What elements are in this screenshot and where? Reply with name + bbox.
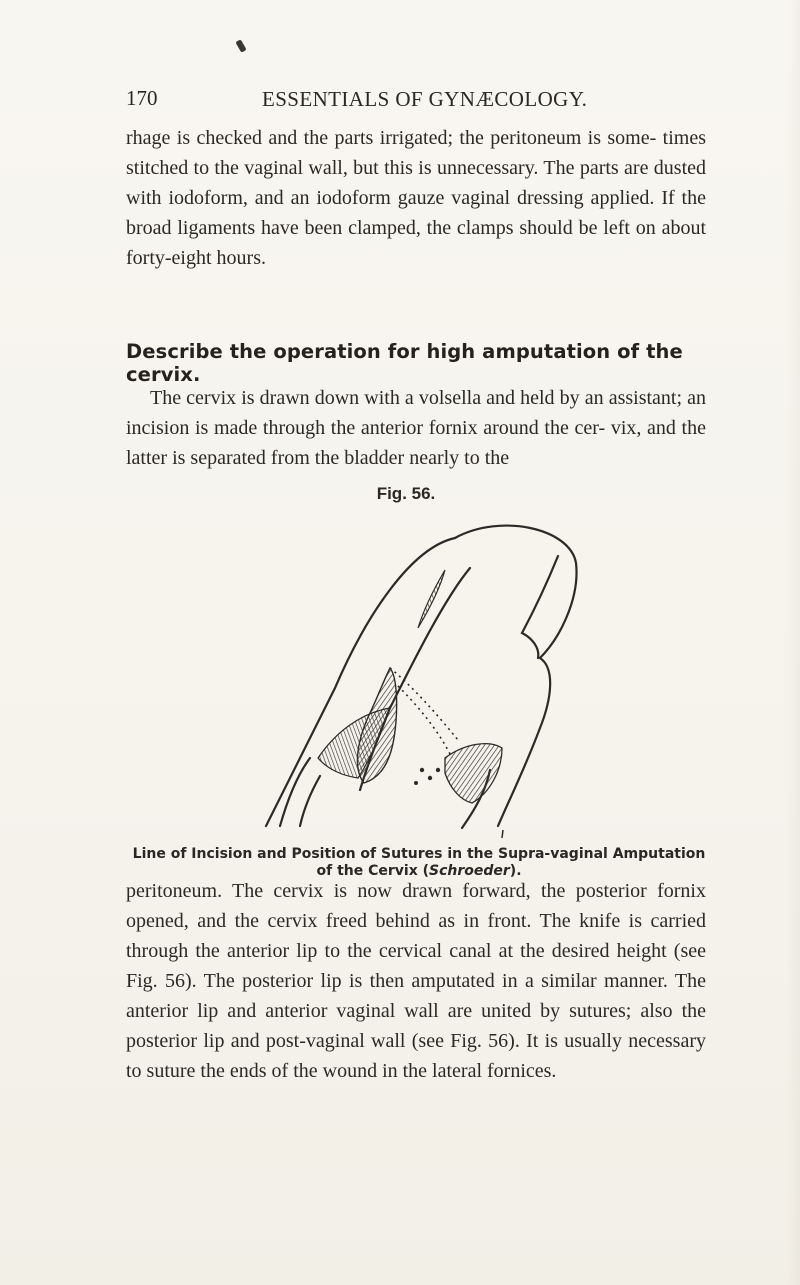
incision-line-anterior [390,668,458,740]
running-head-title: ESSENTIALS OF GYNÆCOLOGY. [262,87,588,111]
figure-caption [126,846,712,880]
incision-line-posterior [398,686,452,758]
suture-mark [420,768,424,772]
posterior-lip-hatched [445,744,502,803]
running-head [126,86,706,116]
caption-end: ). [509,863,522,879]
uterus-outer-right-line [498,658,550,826]
uterus-outer-top-curve [455,526,577,658]
caption-author: Schroeder [429,863,510,879]
paragraph-after-heading: The cervix is drawn down with a volsella and held by an assistant; an incision is made through the anterior fornix around the cer- vix, and the latter is separated from the bladder nearly to the [126,387,706,469]
ink-mark [235,39,246,52]
vaginal-wall-inner [300,776,320,826]
page-edge-shadow [786,0,800,1285]
section-heading: Describe the operation for high amputation of the cervix. [126,340,683,386]
upper-hatched-strip [418,570,445,628]
caption-main: Line of Incision and Position of Sutures in the Supra-vaginal Amputation of the Cervix ( [132,846,706,879]
suture-mark [428,776,432,780]
uterus-outer-left-line [266,538,455,826]
figure-label: Fig. 56. [376,484,436,503]
suture-mark [414,781,418,785]
paragraph-bottom: peritoneum. The cervix is now drawn forward, the posterior fornix opened, and the cervix freed behind as in front. The knife is carried through the anterior lip to the cervical canal at the desired height (see Fig. 56). The posterior lip is then amputated in a similar manner. The anterior lip and anterior vaginal wall are united by sutures; also the posterior lip and post-vaginal wall (see Fig. 56). It is usually necessary to suture the ends of the wound in the lateral fornices. [126,880,706,1082]
suture-mark [436,768,440,772]
paragraph-top: rhage is checked and the parts irrigated; the peritoneum is some- times stitched to the vaginal wall, but this is unnecessary. The parts are dusted with iodoform, and an iodoform gauze vaginal dressing applied. If the broad ligaments have been clamped, the clamps should be left on about forty-eight hours. [126,127,706,269]
speck [502,830,503,838]
cervix-amputation-illustration [240,508,580,840]
page-number: 170 [126,86,158,110]
